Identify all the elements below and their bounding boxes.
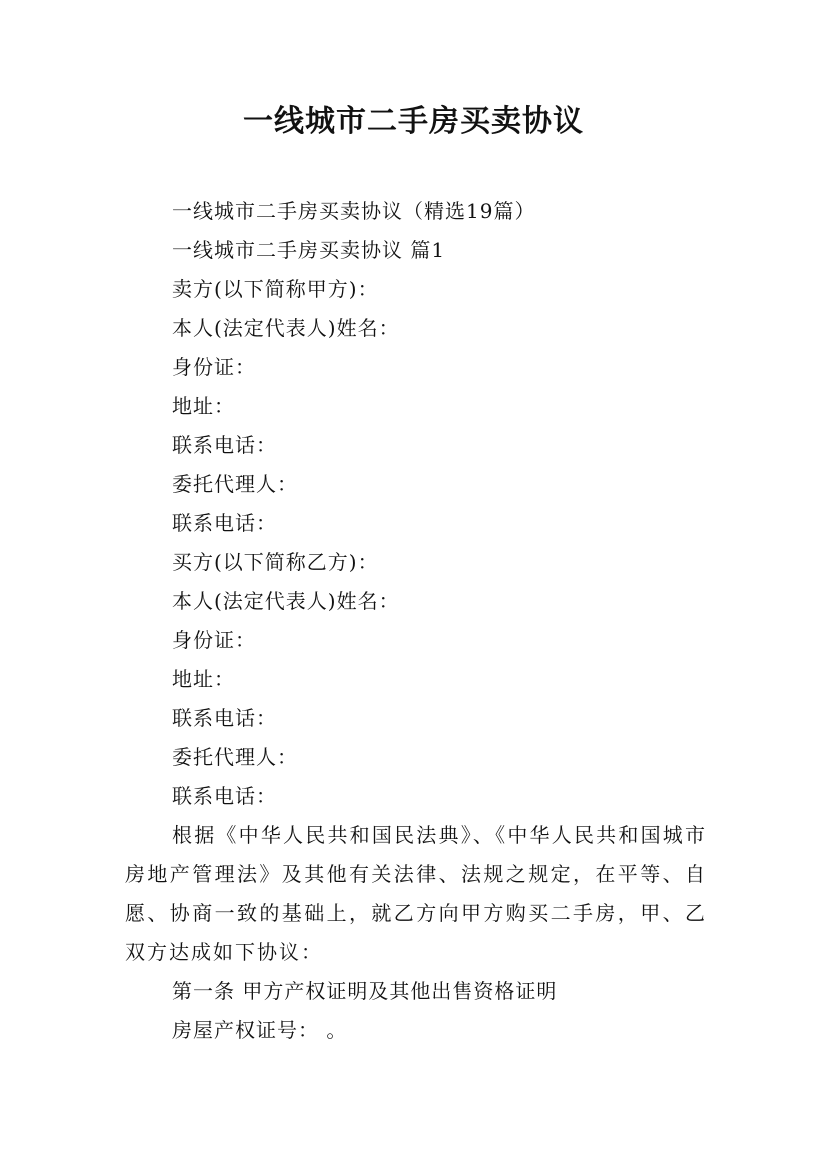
- seller-name-field: 本人(法定代表人)姓名：: [172, 316, 400, 340]
- buyer-address-field: 地址：: [172, 667, 235, 691]
- section-heading: 一线城市二手房买卖协议 篇1: [172, 238, 446, 262]
- seller-label: 卖方(以下简称甲方)：: [172, 277, 379, 301]
- seller-address-field: 地址：: [172, 394, 235, 418]
- buyer-label: 买方(以下简称乙方)：: [172, 550, 379, 574]
- buyer-agent-field: 委托代理人：: [172, 745, 298, 769]
- buyer-id-field: 身份证：: [172, 628, 256, 652]
- document-title: 一线城市二手房买卖协议: [243, 104, 584, 139]
- subtitle-line: 一线城市二手房买卖协议（精选19篇）: [172, 199, 536, 223]
- seller-id-field: 身份证：: [172, 355, 256, 379]
- document-body: [125, 192, 707, 1050]
- article-1-heading: 第一条 甲方产权证明及其他出售资格证明: [172, 979, 558, 1003]
- buyer-agent-phone-field: 联系电话：: [172, 784, 277, 808]
- buyer-name-field: 本人(法定代表人)姓名：: [172, 589, 400, 613]
- seller-agent-field: 委托代理人：: [172, 472, 298, 496]
- buyer-phone-field: 联系电话：: [172, 706, 277, 730]
- seller-phone-field: 联系电话：: [172, 433, 277, 457]
- preamble-paragraph: 根据《中华人民共和国民法典》、《中华人民共和国城市房地产管理法》及其他有关法律、法规之规定，在平等、自愿、协商一致的基础上，就乙方向甲方购买二手房，甲、乙双方达成如下协议：: [125, 823, 707, 964]
- seller-agent-phone-field: 联系电话：: [172, 511, 277, 535]
- property-cert-no-field: 房屋产权证号： 。: [172, 1018, 348, 1042]
